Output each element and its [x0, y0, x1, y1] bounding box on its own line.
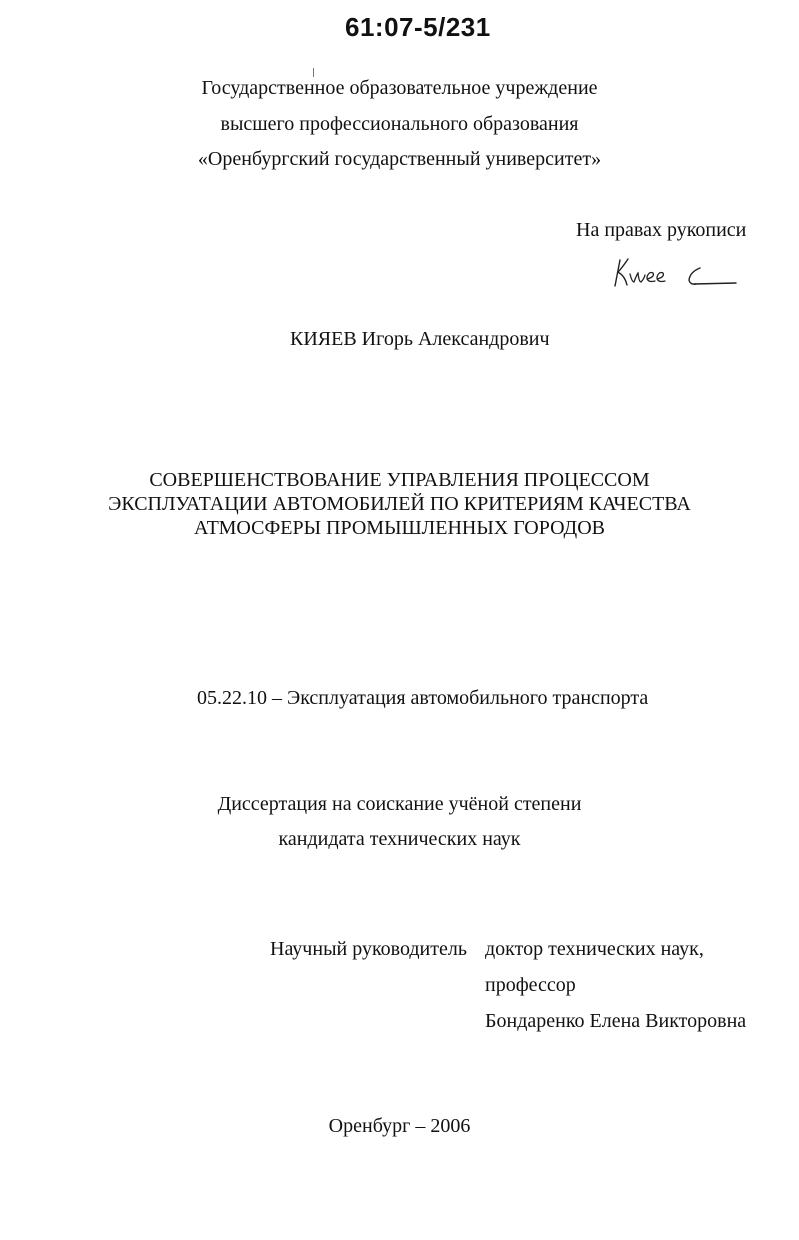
- supervisor-degree: доктор технических наук,: [485, 938, 704, 960]
- degree-line-2: кандидата технических наук: [278, 828, 521, 850]
- place-year: Оренбург – 2006: [328, 1115, 471, 1137]
- institution-line-2: высшего профессионального образования: [220, 113, 579, 135]
- title-line-3: АТМОСФЕРЫ ПРОМЫШЛЕННЫХ ГОРОДОВ: [194, 517, 605, 539]
- author-name: КИЯЕВ Игорь Александрович: [290, 328, 550, 350]
- institution-line-1: Государственное образовательное учреждение: [201, 77, 598, 99]
- manuscript-rights-note: На правах рукописи: [576, 219, 747, 241]
- title-line-1: СОВЕРШЕНСТВОВАНИЕ УПРАВЛЕНИЯ ПРОЦЕССОМ: [149, 469, 650, 491]
- handwritten-signature: [612, 252, 742, 292]
- degree-line-1: Диссертация на соискание учёной степени: [217, 793, 582, 815]
- supervisor-title: профессор: [485, 974, 576, 996]
- title-line-2: ЭКСПЛУАТАЦИИ АВТОМОБИЛЕЙ ПО КРИТЕРИЯМ КАЧЕСТВА: [108, 493, 691, 515]
- supervisor-name: Бондаренко Елена Викторовна: [485, 1010, 747, 1032]
- catalog-number: 61:07-5/231: [345, 12, 491, 42]
- supervisor-label: Научный руководитель: [270, 938, 467, 960]
- specialty-code: 05.22.10 – Эксплуатация автомобильного транспорта: [197, 687, 649, 709]
- institution-line-3: «Оренбургский государственный университет»: [197, 148, 602, 170]
